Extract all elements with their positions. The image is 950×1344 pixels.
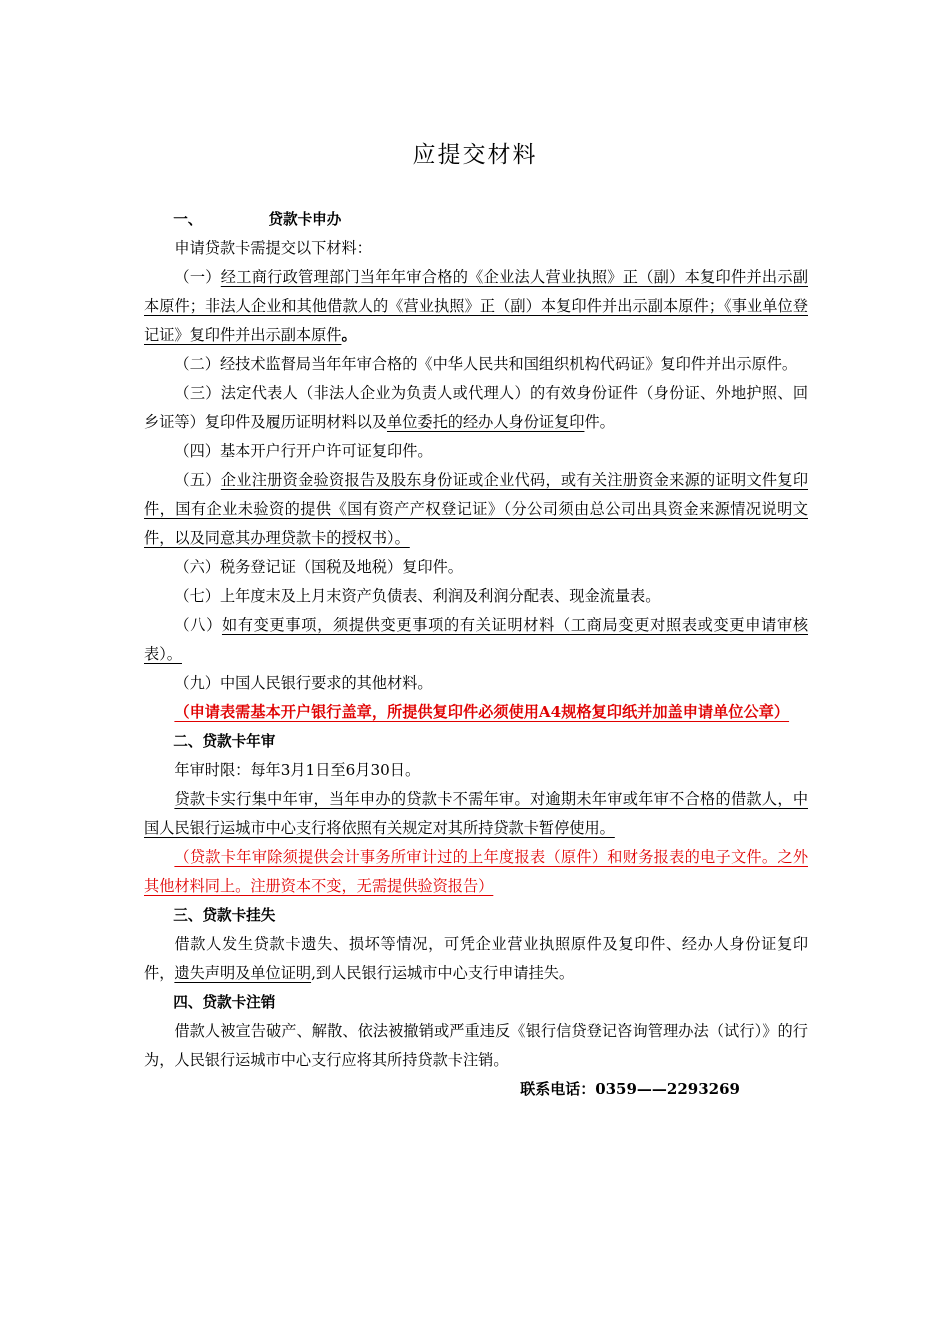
section3-heading: 三、贷款卡挂失 (173, 907, 276, 924)
item-7: （七）上年度末及上月末资产负债表、利润及利润分配表、现金流量表。 (174, 587, 661, 605)
document-body (144, 205, 808, 1104)
contact-phone: 联系电话：0359——2293269 (520, 1080, 740, 1098)
section4-text: 借款人被宣告破产、解散、依法被撤销或严重违反《银行信贷登记咨询管理办法（试行）》的行为，人民银行运城市中心支行应将其所持贷款卡注销。 (144, 1022, 808, 1069)
item-8: （八）如有变更事项，须提供变更事项的有关证明材料（工商局变更对照表或变更申请审核表）。 (144, 616, 809, 663)
section2-period: 年审时限：每年3月1日至6月30日。 (174, 761, 421, 779)
section4-heading: 四、贷款卡注销 (173, 994, 276, 1011)
item-5: （五）企业注册资金验资报告及股东身份证或企业代码，或有关注册资金来源的证明文件复印件，国有企业未验资的提供《国有资产产权登记证》（分公司须由总公司出具资金来源情况说明文件，以及同意其办理贷款卡的授权书）。 (144, 471, 809, 547)
section2-heading: 二、贷款卡年审 (173, 733, 276, 750)
page-title: 应提交材料 (412, 142, 538, 168)
section1-title: 贷款卡申办 (268, 211, 342, 228)
item-2: （二）经技术监督局当年年审合格的《中华人民共和国组织机构代码证》复印件并出示原件。 (174, 355, 798, 373)
section1-intro: 申请贷款卡需提交以下材料： (174, 239, 372, 257)
item-6: （六）税务登记证（国税及地税）复印件。 (174, 558, 463, 576)
item-1: （一）经工商行政管理部门当年年审合格的《企业法人营业执照》正（副）本复印件并出示副本原件；非法人企业和其他借款人的《营业执照》正（副）本复印件并出示副本原件；《事业单位登记证》复印件并出示副本原件。 (144, 268, 809, 344)
item-9: （九）中国人民银行要求的其他材料。 (174, 674, 433, 692)
section1-note: （申请表需基本开户银行盖章，所提供复印件必须使用A4规格复印纸并加盖申请单位公章） (174, 703, 790, 721)
section1-heading (144, 205, 808, 234)
section2-rule: 贷款卡实行集中年审，当年申办的贷款卡不需年审。对逾期未年审或年审不合格的借款人，中国人民银行运城市中心支行将依照有关规定对其所持贷款卡暂停使用。 (144, 790, 808, 837)
item-4: （四）基本开户行开户许可证复印件。 (174, 442, 433, 460)
section1-num: 一、 (173, 211, 203, 228)
section3-text: 借款人发生贷款卡遗失、损坏等情况，可凭企业营业执照原件及复印件、经办人身份证复印件，遗失声明及单位证明,到人民银行运城市中心支行申请挂失。 (144, 935, 808, 982)
section2-note: （贷款卡年审除须提供会计事务所审计过的上年度报表（原件）和财务报表的电子文件。之外其他材料同上。注册资本不变，无需提供验资报告） (144, 848, 808, 895)
item-3: （三）法定代表人（非法人企业为负责人或代理人）的有效身份证件（身份证、外地护照、回乡证等）复印件及履历证明材料以及单位委托的经办人身份证复印件。 (144, 384, 808, 431)
